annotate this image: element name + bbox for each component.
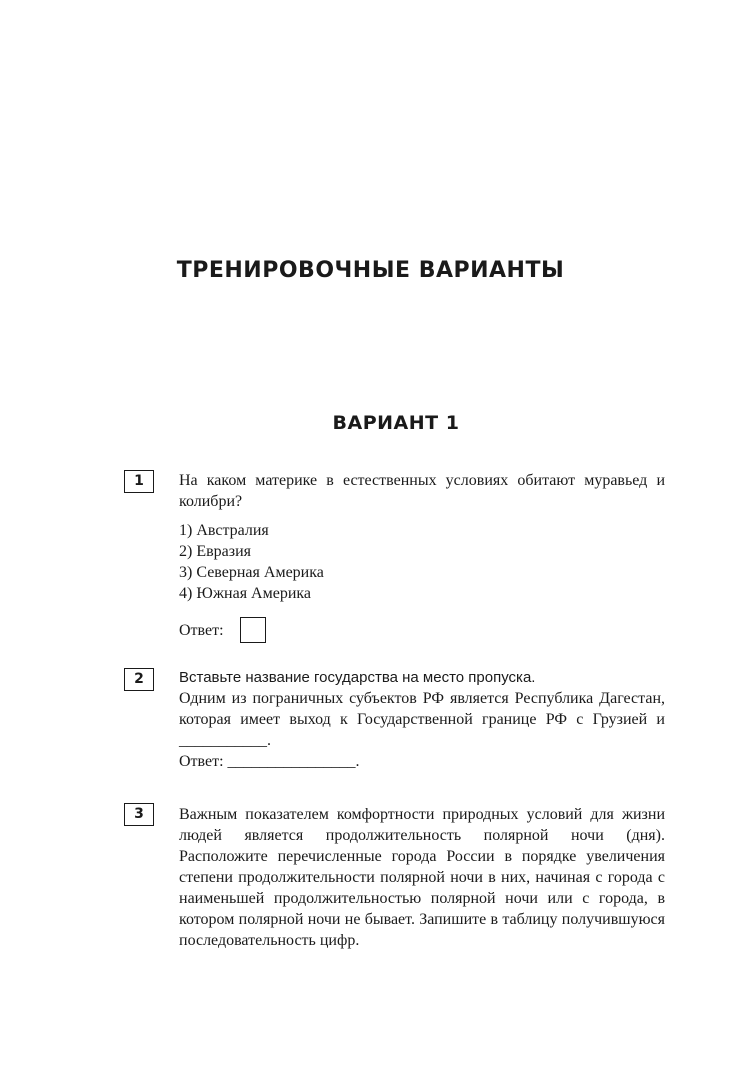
question-number-3: 3 — [124, 803, 154, 826]
question-1-answer-row — [179, 617, 665, 643]
question-3 — [179, 804, 665, 951]
question-2 — [179, 667, 665, 772]
question-2-answer-line[interactable]: Ответ: ________________. — [179, 753, 360, 770]
question-2-instruction: Вставьте название государства на место пропуска. — [179, 669, 536, 686]
variant-title: ВАРИАНТ 1 — [332, 412, 460, 434]
page-title: ТРЕНИРОВОЧНЫЕ ВАРИАНТЫ — [176, 258, 565, 283]
question-3-text: Важным показателем комфортности природных условий для жизни людей является продолжительность полярной ночи (дня). Расположите перечисленные города России в порядке увеличения степени продолжительности полярной ночи в них, начиная с города с наименьшей продолжительностью полярной ночи или с города, в котором полярной ночи не бывает. Запишите в таблицу получившуюся последовательность цифр. — [179, 806, 665, 949]
answer-label: Ответ: — [179, 621, 224, 639]
question-1-text: На каком материке в естественных условиях обитают муравьед и колибри? — [179, 472, 665, 510]
option-3: 3) Северная Америка — [179, 564, 324, 581]
question-1-options — [179, 520, 665, 604]
question-number-1: 1 — [124, 470, 154, 493]
question-2-text: Одним из пограничных субъектов РФ является Республика Дагестан, которая имеет выход к Государственной границе РФ с Грузией и ___________. — [179, 690, 665, 749]
question-1 — [179, 470, 665, 643]
answer-box[interactable] — [240, 617, 266, 643]
option-1: 1) Австралия — [179, 522, 269, 539]
question-number-2: 2 — [124, 668, 154, 691]
option-4: 4) Южная Америка — [179, 585, 312, 602]
option-2: 2) Евразия — [179, 543, 251, 560]
